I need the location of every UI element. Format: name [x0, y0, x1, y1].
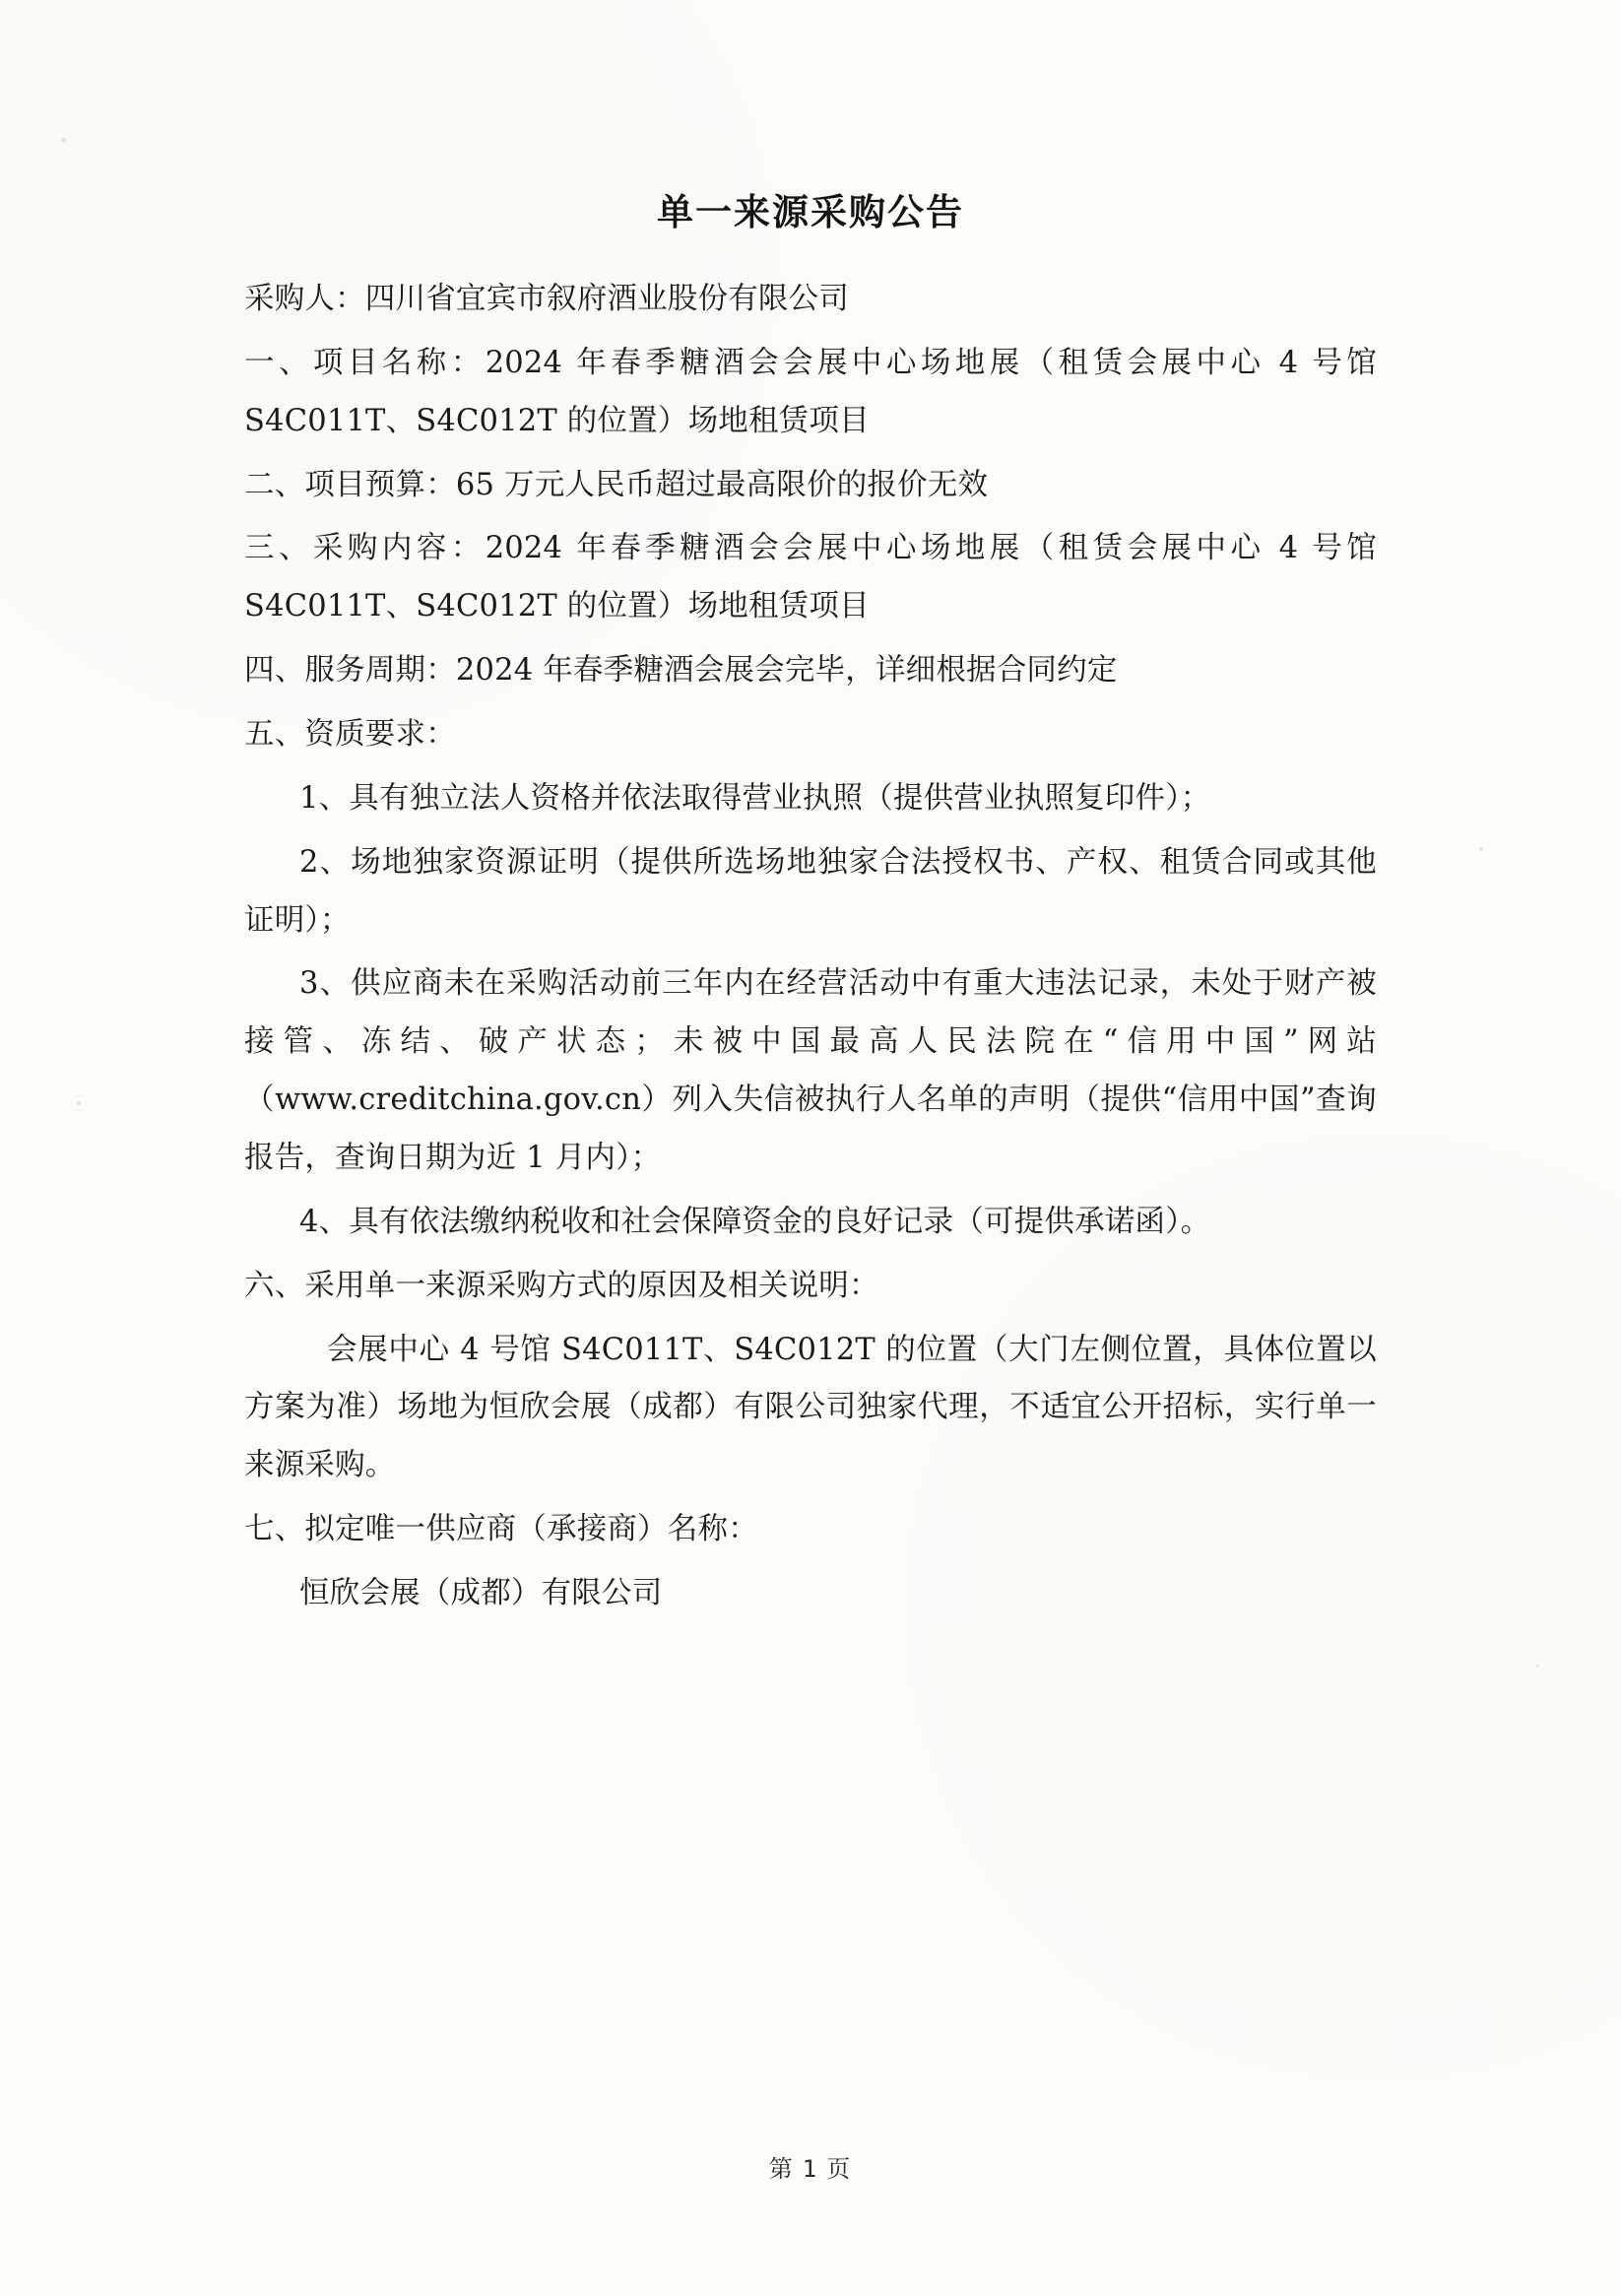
section-supplier-heading: 七、拟定唯一供应商（承接商）名称： [244, 1512, 758, 1547]
qualification-item-2: 2、场地独家资源证明（提供所选场地独家合法授权书、产权、租赁合同或其他证明）； [244, 844, 1377, 938]
paper-speck [1479, 847, 1483, 851]
paper-speck [1536, 1665, 1539, 1668]
section-project-name: 一、项目名称：2024 年春季糖酒会会展中心场地展（租赁会展中心 4 号馆 S4C011T、S4C012T 的位置）场地租赁项目 [244, 345, 1377, 438]
section-project-budget: 二、项目预算：65 万元人民币超过最高限价的报价无效 [244, 467, 989, 502]
paper-speck [77, 1101, 81, 1105]
page-title: 单一来源采购公告 [657, 190, 964, 233]
section-single-source-reason-heading: 六、采用单一来源采购方式的原因及相关说明： [244, 1268, 879, 1303]
footer-prefix: 第 [768, 2155, 795, 2183]
qualification-item-1: 1、具有独立法人资格并依法取得营业执照（提供营业执照复印件）； [299, 780, 1211, 816]
qualification-item-4: 4、具有依法缴纳税收和社会保障资金的良好记录（可提供承诺函）。 [299, 1204, 1211, 1239]
supplier-name: 恒欣会展（成都）有限公司 [299, 1576, 663, 1611]
paper-speck [61, 138, 66, 143]
page-footer [0, 2149, 1621, 2184]
footer-page-number: 1 [802, 2155, 819, 2183]
section-qualification-heading: 五、资质要求： [244, 717, 456, 753]
section-service-period: 四、服务周期：2024 年春季糖酒会展会完毕，详细根据合同约定 [244, 653, 1118, 689]
footer-suffix: 页 [826, 2155, 853, 2183]
purchaser-line: 采购人：四川省宜宾市叙府酒业股份有限公司 [244, 282, 849, 316]
section-procurement-content: 三、采购内容：2024 年春季糖酒会会展中心场地展（租赁会展中心 4 号馆 S4C011T、S4C012T 的位置）场地租赁项目 [244, 531, 1377, 624]
section-single-source-reason-body: 会展中心 4 号馆 S4C011T、S4C012T 的位置（大门左侧位置，具体位置以方案为准）场地为恒欣会展（成都）有限公司独家代理，不适宜公开招标，实行单一来源采购。 [244, 1332, 1377, 1483]
qualification-item-3: 3、供应商未在采购活动前三年内在经营活动中有重大违法记录，未处于财产被接管、冻结、破产状态；未被中国最高人民法院在“信用中国”网站（www.creditchina.gov.cn）列入失信被执行人名单的声明（提供“信用中国”查询报告，查询日期为近 1 月内）； [244, 966, 1377, 1176]
document-body [244, 182, 1377, 1629]
